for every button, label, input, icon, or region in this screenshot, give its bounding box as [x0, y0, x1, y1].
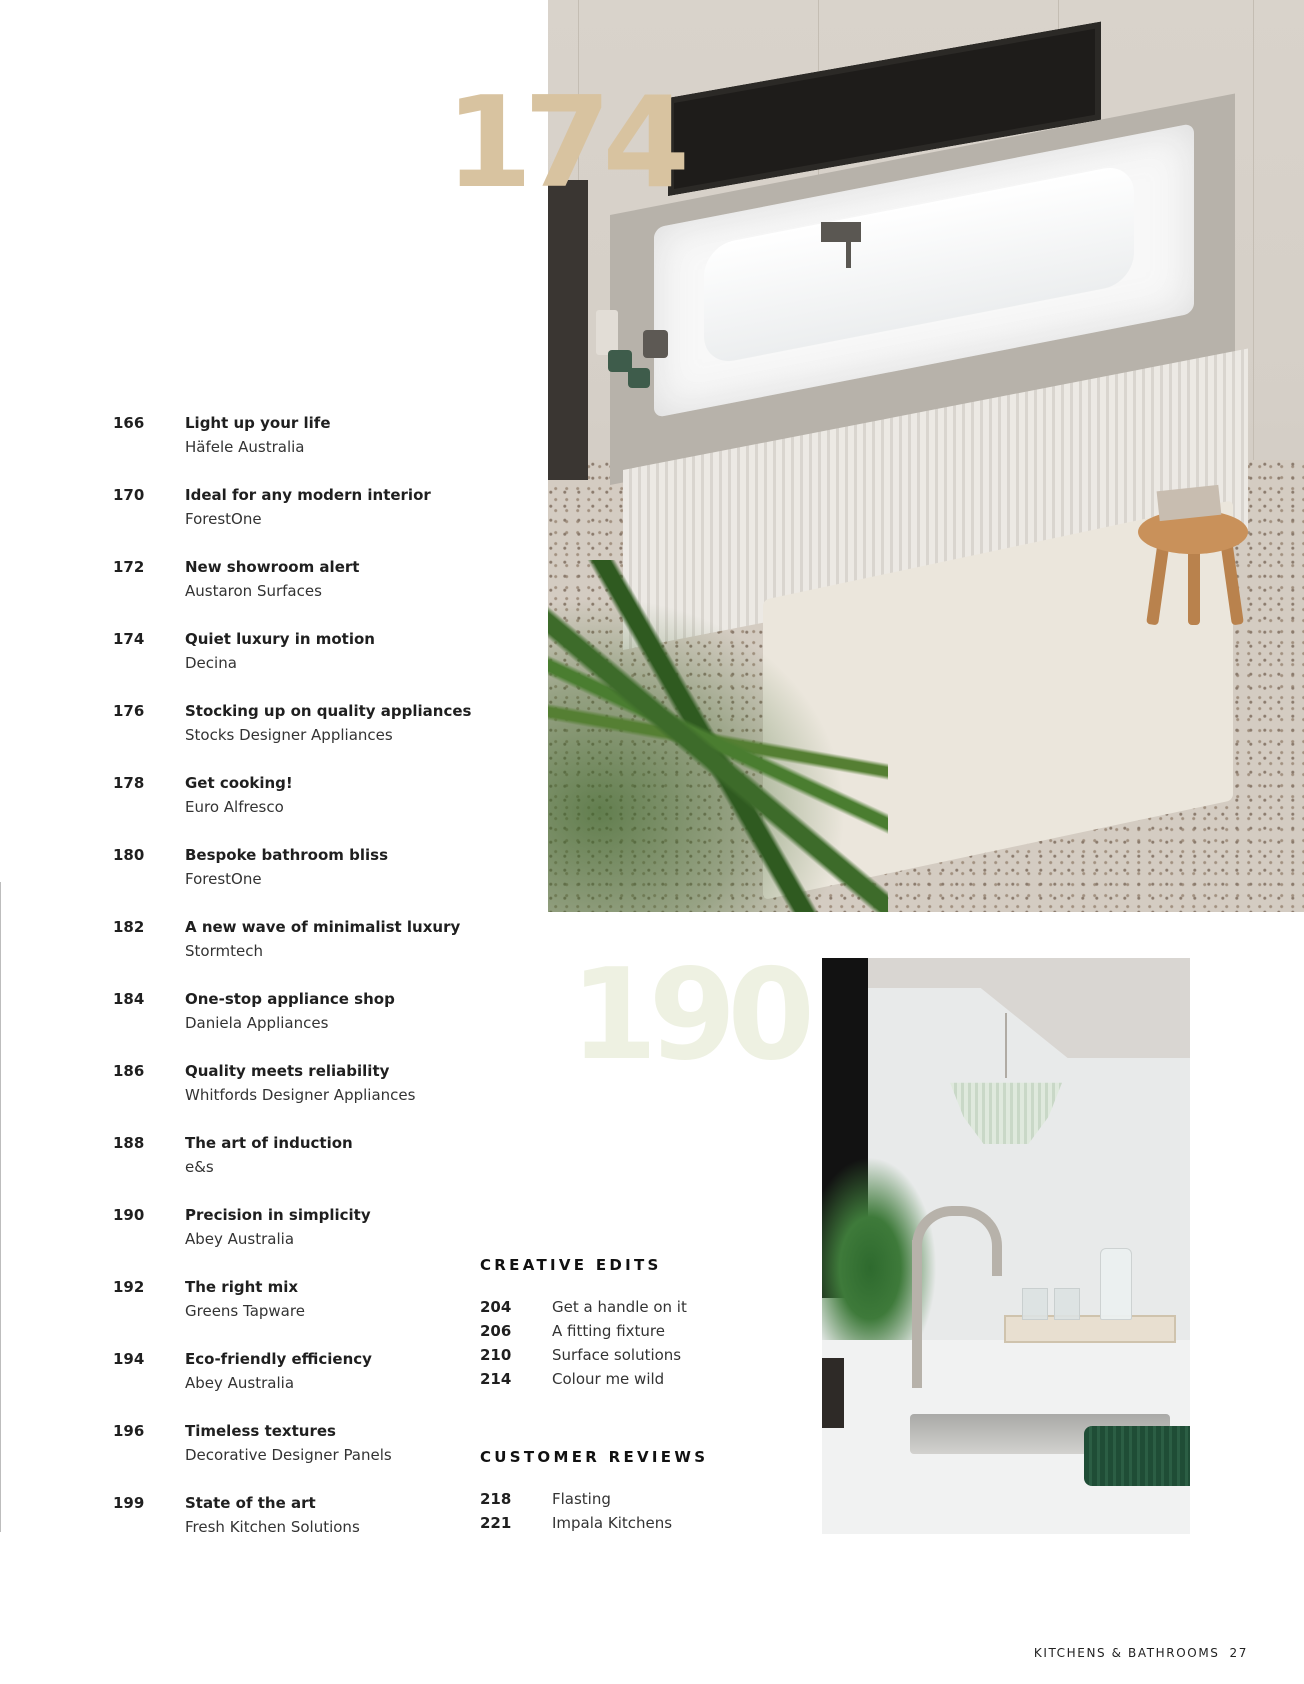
toc-title: Timeless textures — [185, 1422, 336, 1440]
customer-reviews-section — [480, 1448, 708, 1538]
toc-page-number: 182 — [113, 918, 145, 936]
toc-brand: Abey Australia — [185, 1230, 295, 1248]
list-item[interactable] — [480, 1346, 682, 1370]
soap-bottle — [822, 1358, 844, 1428]
toc-title: Bespoke bathroom bliss — [185, 846, 388, 864]
glass-chandelier — [950, 1076, 1062, 1144]
toc-item[interactable] — [113, 1062, 473, 1134]
section-heading: CUSTOMER REVIEWS — [480, 1448, 709, 1466]
toc-item[interactable] — [113, 774, 473, 846]
list-item[interactable] — [480, 1298, 687, 1322]
item-label: Flasting — [552, 1490, 611, 1508]
kitchen-photo — [822, 958, 1190, 1534]
toc-page-number: 180 — [113, 846, 145, 864]
pendant-chain — [1005, 1013, 1007, 1078]
tap-stem — [912, 1240, 922, 1388]
toc-item[interactable] — [113, 1206, 473, 1278]
toc-item[interactable] — [113, 918, 473, 990]
toc-brand: Fresh Kitchen Solutions — [185, 1518, 360, 1536]
toc-page-number: 178 — [113, 774, 145, 792]
toc-brand: Stormtech — [185, 942, 263, 960]
item-label: Get a handle on it — [552, 1298, 687, 1316]
toc-page-number: 184 — [113, 990, 145, 1008]
glass-bottle — [1100, 1248, 1132, 1320]
bath-spout — [846, 240, 851, 268]
item-page-number: 206 — [480, 1322, 512, 1340]
toc-title: New showroom alert — [185, 558, 360, 576]
toc-item[interactable] — [113, 1134, 473, 1206]
toc-brand: ForestOne — [185, 510, 262, 528]
toc-page-number: 166 — [113, 414, 145, 432]
toc-title: The right mix — [185, 1278, 299, 1296]
palm-plant — [548, 560, 888, 912]
toc-page-number: 190 — [113, 1206, 145, 1224]
green-towel — [1084, 1426, 1190, 1486]
wall-mixer — [821, 222, 861, 242]
creative-edits-section — [480, 1256, 687, 1394]
toc-item[interactable] — [113, 846, 473, 918]
candle — [628, 368, 650, 388]
toc-title: Quality meets reliability — [185, 1062, 390, 1080]
toc-title: Precision in simplicity — [185, 1206, 371, 1224]
toc-page-number: 194 — [113, 1350, 145, 1368]
item-label: A fitting fixture — [552, 1322, 665, 1340]
toc-item[interactable] — [113, 990, 473, 1062]
toc-title: Get cooking! — [185, 774, 293, 792]
item-page-number: 214 — [480, 1370, 512, 1388]
contents-list — [113, 414, 473, 1566]
toc-item[interactable] — [113, 1278, 473, 1350]
toc-item[interactable] — [113, 1494, 473, 1566]
toc-brand: Whitfords Designer Appliances — [185, 1086, 416, 1104]
toc-brand: Daniela Appliances — [185, 1014, 329, 1032]
toc-title: The art of induction — [185, 1134, 353, 1152]
feature-number-190: 190 — [570, 941, 807, 1088]
toc-item[interactable] — [113, 1350, 473, 1422]
list-item[interactable] — [480, 1322, 665, 1346]
toc-brand: Euro Alfresco — [185, 798, 284, 816]
ceiling-bulkhead — [868, 958, 1190, 1058]
toc-item[interactable] — [113, 630, 473, 702]
section-heading: CREATIVE EDITS — [480, 1256, 662, 1274]
toc-item[interactable] — [113, 702, 473, 774]
page-footer — [1034, 1646, 1248, 1660]
list-item[interactable] — [480, 1490, 708, 1514]
toc-item[interactable] — [113, 486, 473, 558]
list-item[interactable] — [480, 1370, 665, 1394]
toc-page-number: 188 — [113, 1134, 145, 1152]
toc-page-number: 186 — [113, 1062, 145, 1080]
toc-page-number: 192 — [113, 1278, 145, 1296]
toc-brand: ForestOne — [185, 870, 262, 888]
toc-title: One-stop appliance shop — [185, 990, 395, 1008]
item-page-number: 210 — [480, 1346, 512, 1364]
toc-page-number: 174 — [113, 630, 145, 648]
toc-brand: Häfele Australia — [185, 438, 305, 456]
toc-page-number: 170 — [113, 486, 145, 504]
toc-page-number: 172 — [113, 558, 145, 576]
toc-title: State of the art — [185, 1494, 316, 1512]
vase — [596, 310, 618, 355]
toc-page-number: 176 — [113, 702, 145, 720]
gooseneck-tap — [912, 1206, 1002, 1276]
toc-page-number: 199 — [113, 1494, 145, 1512]
item-page-number: 218 — [480, 1490, 512, 1508]
toc-title: Quiet luxury in motion — [185, 630, 375, 648]
toc-brand: Stocks Designer Appliances — [185, 726, 393, 744]
toc-brand: Decina — [185, 654, 237, 672]
candle — [643, 330, 668, 358]
toc-page-number: 196 — [113, 1422, 145, 1440]
toc-title: Eco-friendly efficiency — [185, 1350, 372, 1368]
hanging-towel — [548, 180, 588, 480]
toc-item[interactable] — [113, 558, 473, 630]
toc-item[interactable] — [113, 414, 473, 486]
creative-edits-list — [480, 1298, 687, 1394]
toc-brand: Austaron Surfaces — [185, 582, 322, 600]
customer-reviews-list — [480, 1490, 708, 1538]
list-item[interactable] — [480, 1514, 708, 1538]
item-label: Colour me wild — [552, 1370, 665, 1388]
toc-title: Light up your life — [185, 414, 331, 432]
toc-title: Ideal for any modern interior — [185, 486, 431, 504]
toc-title: Stocking up on quality appliances — [185, 702, 472, 720]
glass — [1054, 1288, 1080, 1320]
toc-item[interactable] — [113, 1422, 473, 1494]
toc-brand: Decorative Designer Panels — [185, 1446, 392, 1464]
item-label: Surface solutions — [552, 1346, 682, 1364]
publication-name: KITCHENS & BATHROOMS — [1033, 1646, 1220, 1660]
toc-brand: e&s — [185, 1158, 214, 1176]
feature-number-174: 174 — [445, 69, 682, 216]
toc-brand: Abey Australia — [185, 1374, 295, 1392]
toc-brand: Greens Tapware — [185, 1302, 305, 1320]
item-page-number: 204 — [480, 1298, 512, 1316]
page-number: 27 — [1229, 1646, 1248, 1660]
item-page-number: 221 — [480, 1514, 512, 1532]
glass — [1022, 1288, 1048, 1320]
toc-title: A new wave of minimalist luxury — [185, 918, 461, 936]
wooden-stool — [1138, 510, 1248, 610]
page-edge-line — [0, 882, 1, 1532]
item-label: Impala Kitchens — [552, 1514, 673, 1532]
